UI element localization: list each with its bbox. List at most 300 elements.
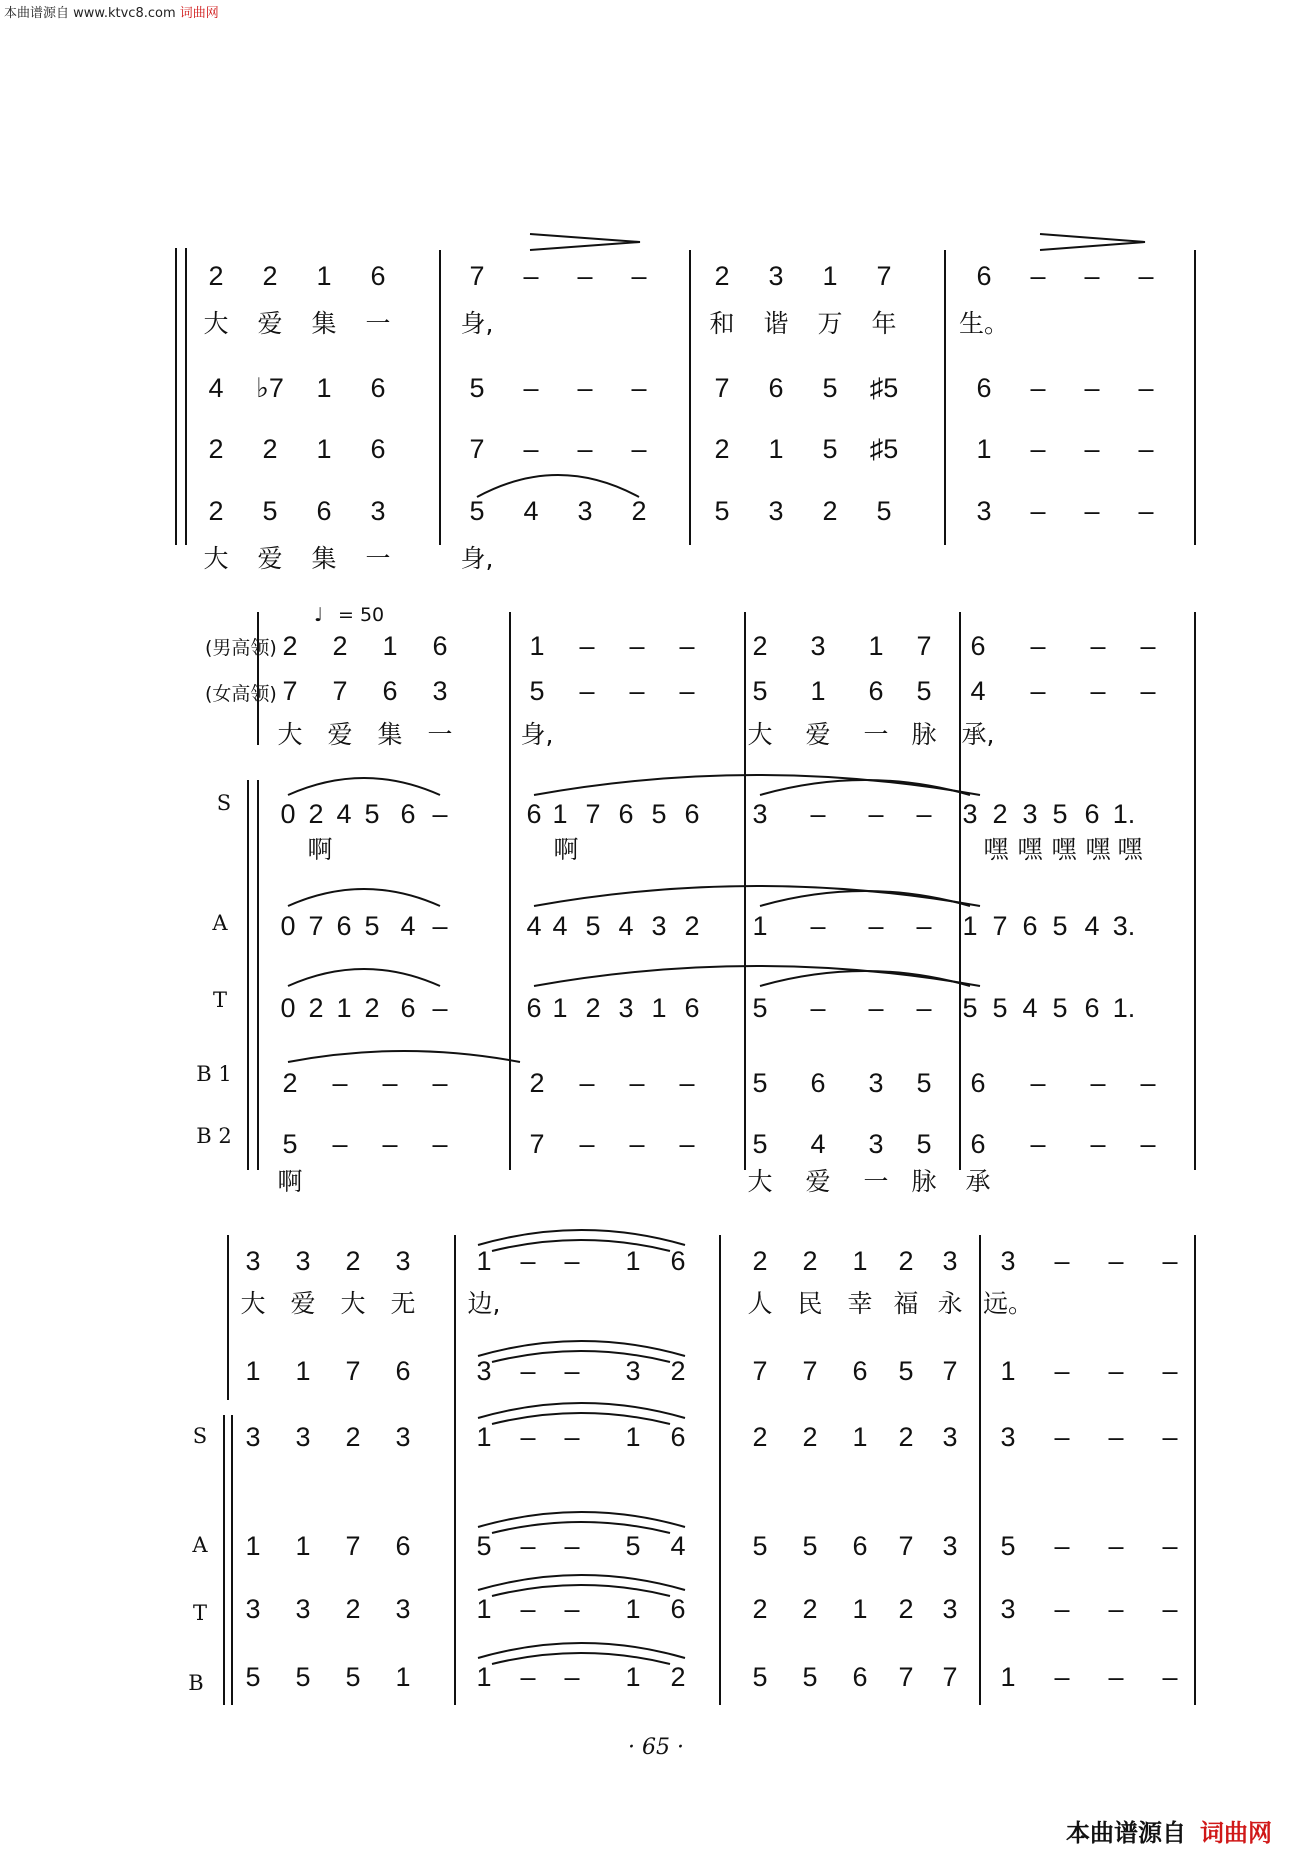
- note: 2: [714, 261, 730, 291]
- note: 3: [1000, 1422, 1016, 1452]
- note: –: [520, 1662, 536, 1692]
- note: 2: [752, 1594, 768, 1624]
- note: –: [1030, 1129, 1046, 1159]
- note: 5: [469, 373, 485, 403]
- note: ♯5: [869, 373, 899, 403]
- note: –: [868, 799, 884, 829]
- note: –: [564, 1356, 580, 1386]
- note: 2: [802, 1246, 818, 1276]
- note: 3: [752, 799, 768, 829]
- slur: [288, 1051, 520, 1062]
- note: 1: [976, 434, 992, 464]
- note: 4: [670, 1531, 686, 1561]
- note: –: [1138, 373, 1154, 403]
- note: –: [629, 631, 645, 661]
- note: 3: [295, 1246, 311, 1276]
- slur: [477, 475, 639, 497]
- note: –: [564, 1531, 580, 1561]
- note: 1: [476, 1662, 492, 1692]
- lyric-syllable: 大: [203, 309, 229, 338]
- note: 3: [432, 676, 448, 706]
- note: –: [1140, 676, 1156, 706]
- site-header-cn: 本曲谱源自: [4, 6, 70, 21]
- lyric-syllable: 大: [240, 1289, 266, 1318]
- note: –: [577, 261, 593, 291]
- note: 1: [962, 911, 978, 941]
- part-label-a3: A: [192, 1533, 208, 1557]
- note: 5: [752, 1531, 768, 1561]
- note: 1: [476, 1246, 492, 1276]
- note: 3: [370, 496, 386, 526]
- note: 1: [625, 1422, 641, 1452]
- note: –: [520, 1356, 536, 1386]
- note: 3: [942, 1594, 958, 1624]
- score-notes: [208, 261, 1177, 1692]
- note: 3: [868, 1068, 884, 1098]
- decrescendo-hairpin: [1040, 234, 1145, 250]
- note: 1: [395, 1662, 411, 1692]
- note: 3: [395, 1422, 411, 1452]
- note: 5: [469, 496, 485, 526]
- slur: [478, 1512, 685, 1527]
- note: –: [564, 1246, 580, 1276]
- note: 1: [651, 993, 667, 1023]
- note: –: [520, 1422, 536, 1452]
- lyric-syllable: 嘿: [1117, 835, 1143, 864]
- note: –: [629, 676, 645, 706]
- note: 3: [962, 799, 978, 829]
- note: 2: [332, 631, 348, 661]
- lyric-syllable: 年: [871, 309, 897, 338]
- note: –: [564, 1662, 580, 1692]
- note: 6: [976, 373, 992, 403]
- note: 3: [942, 1531, 958, 1561]
- note: –: [332, 1068, 348, 1098]
- site-footer-cn: 本曲谱源自: [1066, 1819, 1186, 1847]
- note: 2: [529, 1068, 545, 1098]
- lyric-syllable: 和: [709, 309, 735, 338]
- lyric-syllable: 承,: [961, 720, 995, 749]
- note: 5: [876, 496, 892, 526]
- note: –: [1108, 1356, 1124, 1386]
- note: 2: [802, 1422, 818, 1452]
- note: –: [1030, 631, 1046, 661]
- lyric-syllable: 永: [937, 1289, 963, 1318]
- note: 0: [280, 911, 296, 941]
- note: 7: [942, 1662, 958, 1692]
- slur: [478, 1341, 685, 1356]
- part-label-b1: B 1: [196, 1062, 232, 1086]
- note: 5: [752, 1068, 768, 1098]
- note: –: [432, 911, 448, 941]
- note: 5: [529, 676, 545, 706]
- note: 6: [670, 1422, 686, 1452]
- note: 7: [282, 676, 298, 706]
- note: 5: [962, 993, 978, 1023]
- note: –: [520, 1531, 536, 1561]
- note: 1: [1000, 1356, 1016, 1386]
- note: 2: [752, 1422, 768, 1452]
- part-label-t: T: [212, 988, 228, 1012]
- note: 3: [651, 911, 667, 941]
- note: 3: [395, 1246, 411, 1276]
- note: –: [679, 1129, 695, 1159]
- slur: [478, 1403, 685, 1418]
- note: 4: [1084, 911, 1100, 941]
- note: 4: [618, 911, 634, 941]
- note: 2: [802, 1594, 818, 1624]
- note: 2: [684, 911, 700, 941]
- note: 2: [345, 1422, 361, 1452]
- note: 6: [370, 261, 386, 291]
- note: –: [579, 631, 595, 661]
- note: 7: [469, 434, 485, 464]
- crescendo-hairpin: [530, 234, 640, 250]
- note: 4: [1022, 993, 1038, 1023]
- note: –: [1084, 261, 1100, 291]
- lyric-syllable: 谐: [763, 309, 789, 338]
- note: –: [1090, 1068, 1106, 1098]
- note: 7: [992, 911, 1008, 941]
- site-header-name: 词曲网: [179, 6, 219, 21]
- note: 3: [295, 1594, 311, 1624]
- note: 5: [752, 676, 768, 706]
- note: 5: [1052, 993, 1068, 1023]
- note: 1: [822, 261, 838, 291]
- lyric-syllable: 爱: [290, 1289, 316, 1318]
- note: –: [1162, 1422, 1178, 1452]
- lyric-syllable: 爱: [805, 720, 831, 749]
- note: –: [332, 1129, 348, 1159]
- note: 7: [876, 261, 892, 291]
- note: 1: [625, 1246, 641, 1276]
- note: 1: [336, 993, 352, 1023]
- note: 5: [282, 1129, 298, 1159]
- note: 5: [802, 1662, 818, 1692]
- note: 1: [316, 261, 332, 291]
- note: –: [916, 911, 932, 941]
- note: 2: [208, 261, 224, 291]
- note: 6: [852, 1662, 868, 1692]
- note: –: [1054, 1356, 1070, 1386]
- note: 1: [852, 1594, 868, 1624]
- note: 1: [625, 1662, 641, 1692]
- note: 6: [970, 631, 986, 661]
- note: –: [679, 631, 695, 661]
- lyric-syllable: 大: [747, 1167, 773, 1196]
- note: 7: [898, 1662, 914, 1692]
- note: –: [432, 1129, 448, 1159]
- lyric-syllable: 承: [965, 1167, 991, 1196]
- part-label-female-tenor: (女高领): [205, 683, 277, 705]
- slur: [288, 778, 440, 795]
- note: 5: [992, 993, 1008, 1023]
- note: 2: [282, 631, 298, 661]
- note: 6: [1084, 993, 1100, 1023]
- note: –: [1084, 496, 1100, 526]
- note: –: [523, 434, 539, 464]
- note: 1: [295, 1356, 311, 1386]
- note: 3: [1022, 799, 1038, 829]
- note: –: [810, 911, 826, 941]
- part-label-b3: B: [188, 1671, 204, 1695]
- note: 6: [976, 261, 992, 291]
- note: –: [382, 1068, 398, 1098]
- lyric-syllable: 啊: [307, 835, 333, 864]
- note: 3: [942, 1246, 958, 1276]
- lyric-syllable: 集: [311, 309, 337, 338]
- lyric-syllable: 大: [747, 720, 773, 749]
- note: 2: [345, 1246, 361, 1276]
- note: 3: [245, 1422, 261, 1452]
- note: 1: [552, 993, 568, 1023]
- note: 5: [625, 1531, 641, 1561]
- note: 1: [752, 911, 768, 941]
- slur: [288, 889, 440, 906]
- note: 5: [262, 496, 278, 526]
- note: 1.: [1112, 799, 1136, 829]
- note: 5: [752, 1662, 768, 1692]
- note: 6: [970, 1129, 986, 1159]
- note: 5: [345, 1662, 361, 1692]
- note: 1: [625, 1594, 641, 1624]
- note: 5: [364, 911, 380, 941]
- note: 6: [316, 496, 332, 526]
- note: 6: [526, 799, 542, 829]
- note: 7: [942, 1356, 958, 1386]
- note: 1: [316, 373, 332, 403]
- note: –: [1030, 434, 1046, 464]
- note: 2: [208, 434, 224, 464]
- note: 2: [898, 1594, 914, 1624]
- site-footer: [1066, 1813, 1272, 1848]
- note: 1: [852, 1246, 868, 1276]
- part-label-a: A: [212, 911, 228, 935]
- lyric-syllable: 爱: [805, 1167, 831, 1196]
- note: ♯5: [869, 434, 899, 464]
- note: –: [679, 1068, 695, 1098]
- note: 5: [916, 1129, 932, 1159]
- lyric-syllable: 边,: [467, 1289, 501, 1318]
- note: 6: [970, 1068, 986, 1098]
- note: 3: [942, 1422, 958, 1452]
- note: 2: [752, 1246, 768, 1276]
- note: 2: [585, 993, 601, 1023]
- note: –: [916, 993, 932, 1023]
- note: 1: [476, 1594, 492, 1624]
- note: 6: [684, 799, 700, 829]
- note: 1: [245, 1531, 261, 1561]
- note: 7: [916, 631, 932, 661]
- note: 2: [714, 434, 730, 464]
- note: 5: [364, 799, 380, 829]
- lyric-syllable: 生。: [958, 309, 1010, 338]
- part-label-s3: S: [192, 1424, 208, 1448]
- note: 4: [552, 911, 568, 941]
- page-number: · 65 ·: [628, 1735, 684, 1760]
- note: 6: [336, 911, 352, 941]
- note: 5: [916, 676, 932, 706]
- note: 3: [768, 261, 784, 291]
- note: 6: [618, 799, 634, 829]
- note: –: [432, 1068, 448, 1098]
- note: 2: [992, 799, 1008, 829]
- note: 1: [552, 799, 568, 829]
- slur: [534, 966, 980, 986]
- note: –: [564, 1422, 580, 1452]
- note: 5: [245, 1662, 261, 1692]
- note: –: [1108, 1246, 1124, 1276]
- note: 2: [364, 993, 380, 1023]
- part-label-male-tenor: (男高领): [205, 637, 277, 659]
- lyric-syllable: 身,: [520, 720, 554, 749]
- note: 1: [476, 1422, 492, 1452]
- note: –: [432, 993, 448, 1023]
- note: 5: [476, 1531, 492, 1561]
- note: 5: [1052, 799, 1068, 829]
- note: –: [679, 676, 695, 706]
- note: –: [1030, 1068, 1046, 1098]
- note: 5: [1000, 1531, 1016, 1561]
- note: –: [1162, 1531, 1178, 1561]
- part-label-s: S: [216, 791, 232, 815]
- note: –: [1054, 1662, 1070, 1692]
- note: 2: [308, 993, 324, 1023]
- lyric-syllable: 大: [277, 720, 303, 749]
- lyric-syllable: 集: [311, 544, 337, 573]
- lyric-syllable: 大: [203, 544, 229, 573]
- slur: [492, 1522, 670, 1533]
- note: –: [631, 373, 647, 403]
- note: 2: [308, 799, 324, 829]
- lyric-syllable: 一: [863, 720, 889, 749]
- note: –: [810, 993, 826, 1023]
- note: 4: [400, 911, 416, 941]
- lyric-syllable: 一: [863, 1167, 889, 1196]
- lyric-syllable: 脉: [911, 1167, 937, 1196]
- part-label-b2: B 2: [196, 1124, 232, 1148]
- note: –: [1030, 261, 1046, 291]
- note: 1: [316, 434, 332, 464]
- note: 5: [714, 496, 730, 526]
- note: 4: [810, 1129, 826, 1159]
- lyric-syllable: 民: [797, 1289, 823, 1318]
- note: –: [1090, 676, 1106, 706]
- note: 4: [526, 911, 542, 941]
- note: –: [579, 1068, 595, 1098]
- note: 5: [585, 911, 601, 941]
- note: 6: [684, 993, 700, 1023]
- note: 3: [476, 1356, 492, 1386]
- lyric-syllable: 啊: [277, 1167, 303, 1196]
- lyric-syllable: 嘿: [1085, 835, 1111, 864]
- note: –: [1054, 1594, 1070, 1624]
- note: 0: [280, 993, 296, 1023]
- note: 3: [245, 1246, 261, 1276]
- note: 5: [802, 1531, 818, 1561]
- note: 1: [1000, 1662, 1016, 1692]
- lyric-syllable: 爱: [257, 309, 283, 338]
- note: 3: [625, 1356, 641, 1386]
- lyric-syllable: 大: [340, 1289, 366, 1318]
- note: 3: [395, 1594, 411, 1624]
- note: 6: [1084, 799, 1100, 829]
- tempo-marking: = 50: [338, 604, 385, 626]
- note: 1: [768, 434, 784, 464]
- site-header-url[interactable]: www.ktvc8.com: [73, 6, 176, 21]
- note: –: [1138, 496, 1154, 526]
- note: 6: [526, 993, 542, 1023]
- note: –: [577, 373, 593, 403]
- note: 6: [810, 1068, 826, 1098]
- note: 2: [631, 496, 647, 526]
- note: 3: [618, 993, 634, 1023]
- note: –: [916, 799, 932, 829]
- note: –: [432, 799, 448, 829]
- note: 4: [208, 373, 224, 403]
- note: ♭7: [256, 373, 284, 403]
- note: –: [1108, 1594, 1124, 1624]
- note: 3: [245, 1594, 261, 1624]
- note: –: [1140, 631, 1156, 661]
- note: 7: [469, 261, 485, 291]
- lyric-syllable: 一: [365, 309, 391, 338]
- slur: [492, 1653, 670, 1664]
- note: 1: [245, 1356, 261, 1386]
- note: 7: [802, 1356, 818, 1386]
- slur: [288, 969, 440, 986]
- note: –: [629, 1068, 645, 1098]
- note: –: [1054, 1531, 1070, 1561]
- note: 6: [852, 1531, 868, 1561]
- note: 5: [295, 1662, 311, 1692]
- note: 5: [752, 993, 768, 1023]
- note: 6: [432, 631, 448, 661]
- note: –: [1108, 1662, 1124, 1692]
- note: 3: [810, 631, 826, 661]
- note: 3: [295, 1422, 311, 1452]
- note: 3.: [1112, 911, 1136, 941]
- note: 3: [868, 1129, 884, 1159]
- note: 6: [1022, 911, 1038, 941]
- note: –: [579, 676, 595, 706]
- slur: [492, 1585, 670, 1596]
- note: –: [1054, 1422, 1070, 1452]
- note: 5: [898, 1356, 914, 1386]
- note: –: [577, 434, 593, 464]
- note: –: [1030, 373, 1046, 403]
- note: –: [631, 434, 647, 464]
- note: 7: [332, 676, 348, 706]
- note: 3: [976, 496, 992, 526]
- note: 2: [670, 1662, 686, 1692]
- note: –: [382, 1129, 398, 1159]
- note: 1: [810, 676, 826, 706]
- note: 1: [868, 631, 884, 661]
- note: 1: [295, 1531, 311, 1561]
- note: –: [868, 911, 884, 941]
- lyric-syllable: 一: [427, 720, 453, 749]
- lyric-syllable: 爱: [257, 544, 283, 573]
- note: –: [631, 261, 647, 291]
- note: –: [1140, 1129, 1156, 1159]
- note: 6: [370, 434, 386, 464]
- note: 3: [577, 496, 593, 526]
- note: 1.: [1112, 993, 1136, 1023]
- note: –: [810, 799, 826, 829]
- note: 4: [336, 799, 352, 829]
- slur: [478, 1643, 685, 1658]
